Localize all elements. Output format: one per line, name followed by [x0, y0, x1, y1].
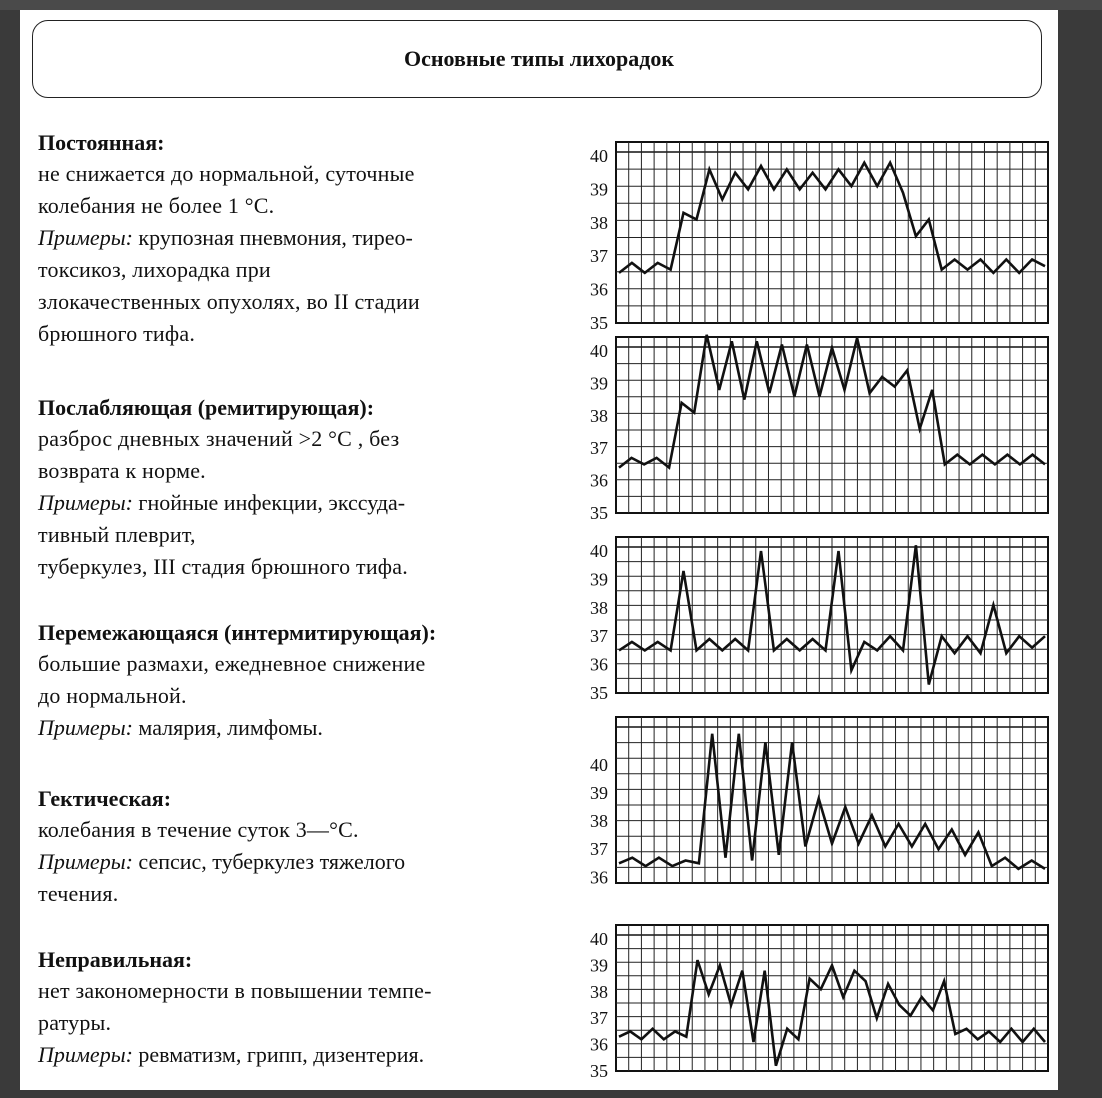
examples-text: туберкулез, III стадия брюшного тифа.	[38, 554, 408, 579]
y-tick-label: 40	[590, 754, 608, 775]
examples-text: гнойные инфекции, экссуда-	[132, 490, 406, 515]
chart-svg	[566, 715, 1050, 888]
y-tick-label: 36	[590, 470, 608, 491]
grid	[616, 925, 1048, 1071]
y-tick-label: 36	[590, 654, 608, 675]
examples-text: сепсис, туберкулез тяжелого	[132, 849, 406, 874]
y-tick-label: 38	[590, 597, 608, 618]
section-constant	[38, 128, 558, 350]
grid	[616, 337, 1048, 513]
examples-label: Примеры:	[38, 490, 133, 515]
examples-text: ревматизм, грипп, дизентерия.	[132, 1042, 425, 1067]
grid	[616, 537, 1048, 693]
section-intermittent	[38, 618, 558, 744]
examples-label: Примеры:	[38, 715, 133, 740]
y-tick-label: 35	[590, 683, 608, 703]
y-tick-label: 38	[590, 811, 608, 832]
y-tick-label: 37	[590, 626, 608, 647]
section-examples	[38, 1039, 558, 1071]
section-remittent	[38, 393, 558, 583]
y-tick-label: 35	[590, 1061, 608, 1081]
y-tick-label: 36	[590, 867, 608, 888]
y-tick-label: 40	[590, 341, 608, 361]
y-tick-label: 40	[590, 541, 608, 561]
section-examples	[38, 222, 558, 254]
section-heading: Послабляющая (ремитирующая):	[38, 395, 375, 420]
chart-remittent	[566, 335, 1050, 523]
section-text: не снижается до нормальной, суточные	[38, 161, 415, 186]
section-text: возврата к норме.	[38, 458, 206, 483]
examples-label: Примеры:	[38, 1042, 133, 1067]
examples-text: малярия, лимфомы.	[132, 715, 323, 740]
grid	[616, 142, 1048, 323]
chart-svg	[566, 335, 1050, 523]
y-tick-label: 39	[590, 179, 608, 200]
y-tick-label: 39	[590, 373, 608, 394]
chart-hectic	[566, 715, 1050, 888]
examples-text: злокачественных опухолях, во II стадии	[38, 289, 420, 314]
y-tick-label: 35	[590, 313, 608, 333]
section-hectic	[38, 784, 558, 910]
examples-text: течения.	[38, 881, 119, 906]
section-heading: Гектическая:	[38, 786, 172, 811]
section-text: нет закономерности в повышении темпе-	[38, 978, 432, 1003]
section-text: до нормальной.	[38, 683, 187, 708]
y-tick-label: 37	[590, 839, 608, 860]
chart-irregular	[566, 923, 1050, 1081]
y-tick-label: 40	[590, 929, 608, 949]
y-tick-label: 39	[590, 782, 608, 803]
y-tick-label: 36	[590, 1034, 608, 1055]
y-tick-label: 38	[590, 405, 608, 426]
section-examples	[38, 712, 558, 744]
y-tick-label: 38	[590, 212, 608, 233]
y-tick-label: 40	[590, 146, 608, 166]
chart-intermittent	[566, 535, 1050, 703]
chart-constant	[566, 140, 1050, 333]
top-bar	[0, 0, 1102, 10]
section-heading: Перемежающаяся (интермитирующая):	[38, 620, 437, 645]
section-irregular	[38, 945, 558, 1071]
y-tick-label: 37	[590, 1008, 608, 1029]
section-text: ратуры.	[38, 1010, 112, 1035]
y-tick-label: 35	[590, 503, 608, 523]
y-tick-label: 39	[590, 569, 608, 590]
grid	[616, 717, 1048, 883]
chart-svg	[566, 140, 1050, 333]
examples-label: Примеры:	[38, 225, 133, 250]
examples-text: крупозная пневмония, тирео-	[132, 225, 413, 250]
examples-text: токсикоз, лихорадка при	[38, 257, 271, 282]
section-examples	[38, 487, 558, 519]
y-tick-label: 36	[590, 279, 608, 300]
y-tick-label: 38	[590, 981, 608, 1002]
section-heading: Неправильная:	[38, 947, 193, 972]
section-text: разброс дневных значений >2 °С , без	[38, 426, 400, 451]
y-tick-label: 37	[590, 246, 608, 267]
examples-text: тивный плеврит,	[38, 522, 196, 547]
examples-text: брюшного тифа.	[38, 321, 196, 346]
chart-svg	[566, 923, 1050, 1081]
section-text: большие размахи, ежедневное снижение	[38, 651, 426, 676]
y-tick-label: 39	[590, 955, 608, 976]
section-text: колебания в течение суток 3—°С.	[38, 817, 359, 842]
page-title: Основные типы лихорадок	[403, 46, 675, 71]
section-heading: Постоянная:	[38, 130, 165, 155]
examples-label: Примеры:	[38, 849, 133, 874]
section-examples	[38, 846, 558, 878]
chart-svg	[566, 535, 1050, 703]
sheet	[20, 10, 1058, 1090]
y-tick-label: 37	[590, 438, 608, 459]
section-text: колебания не более 1 °С.	[38, 193, 275, 218]
